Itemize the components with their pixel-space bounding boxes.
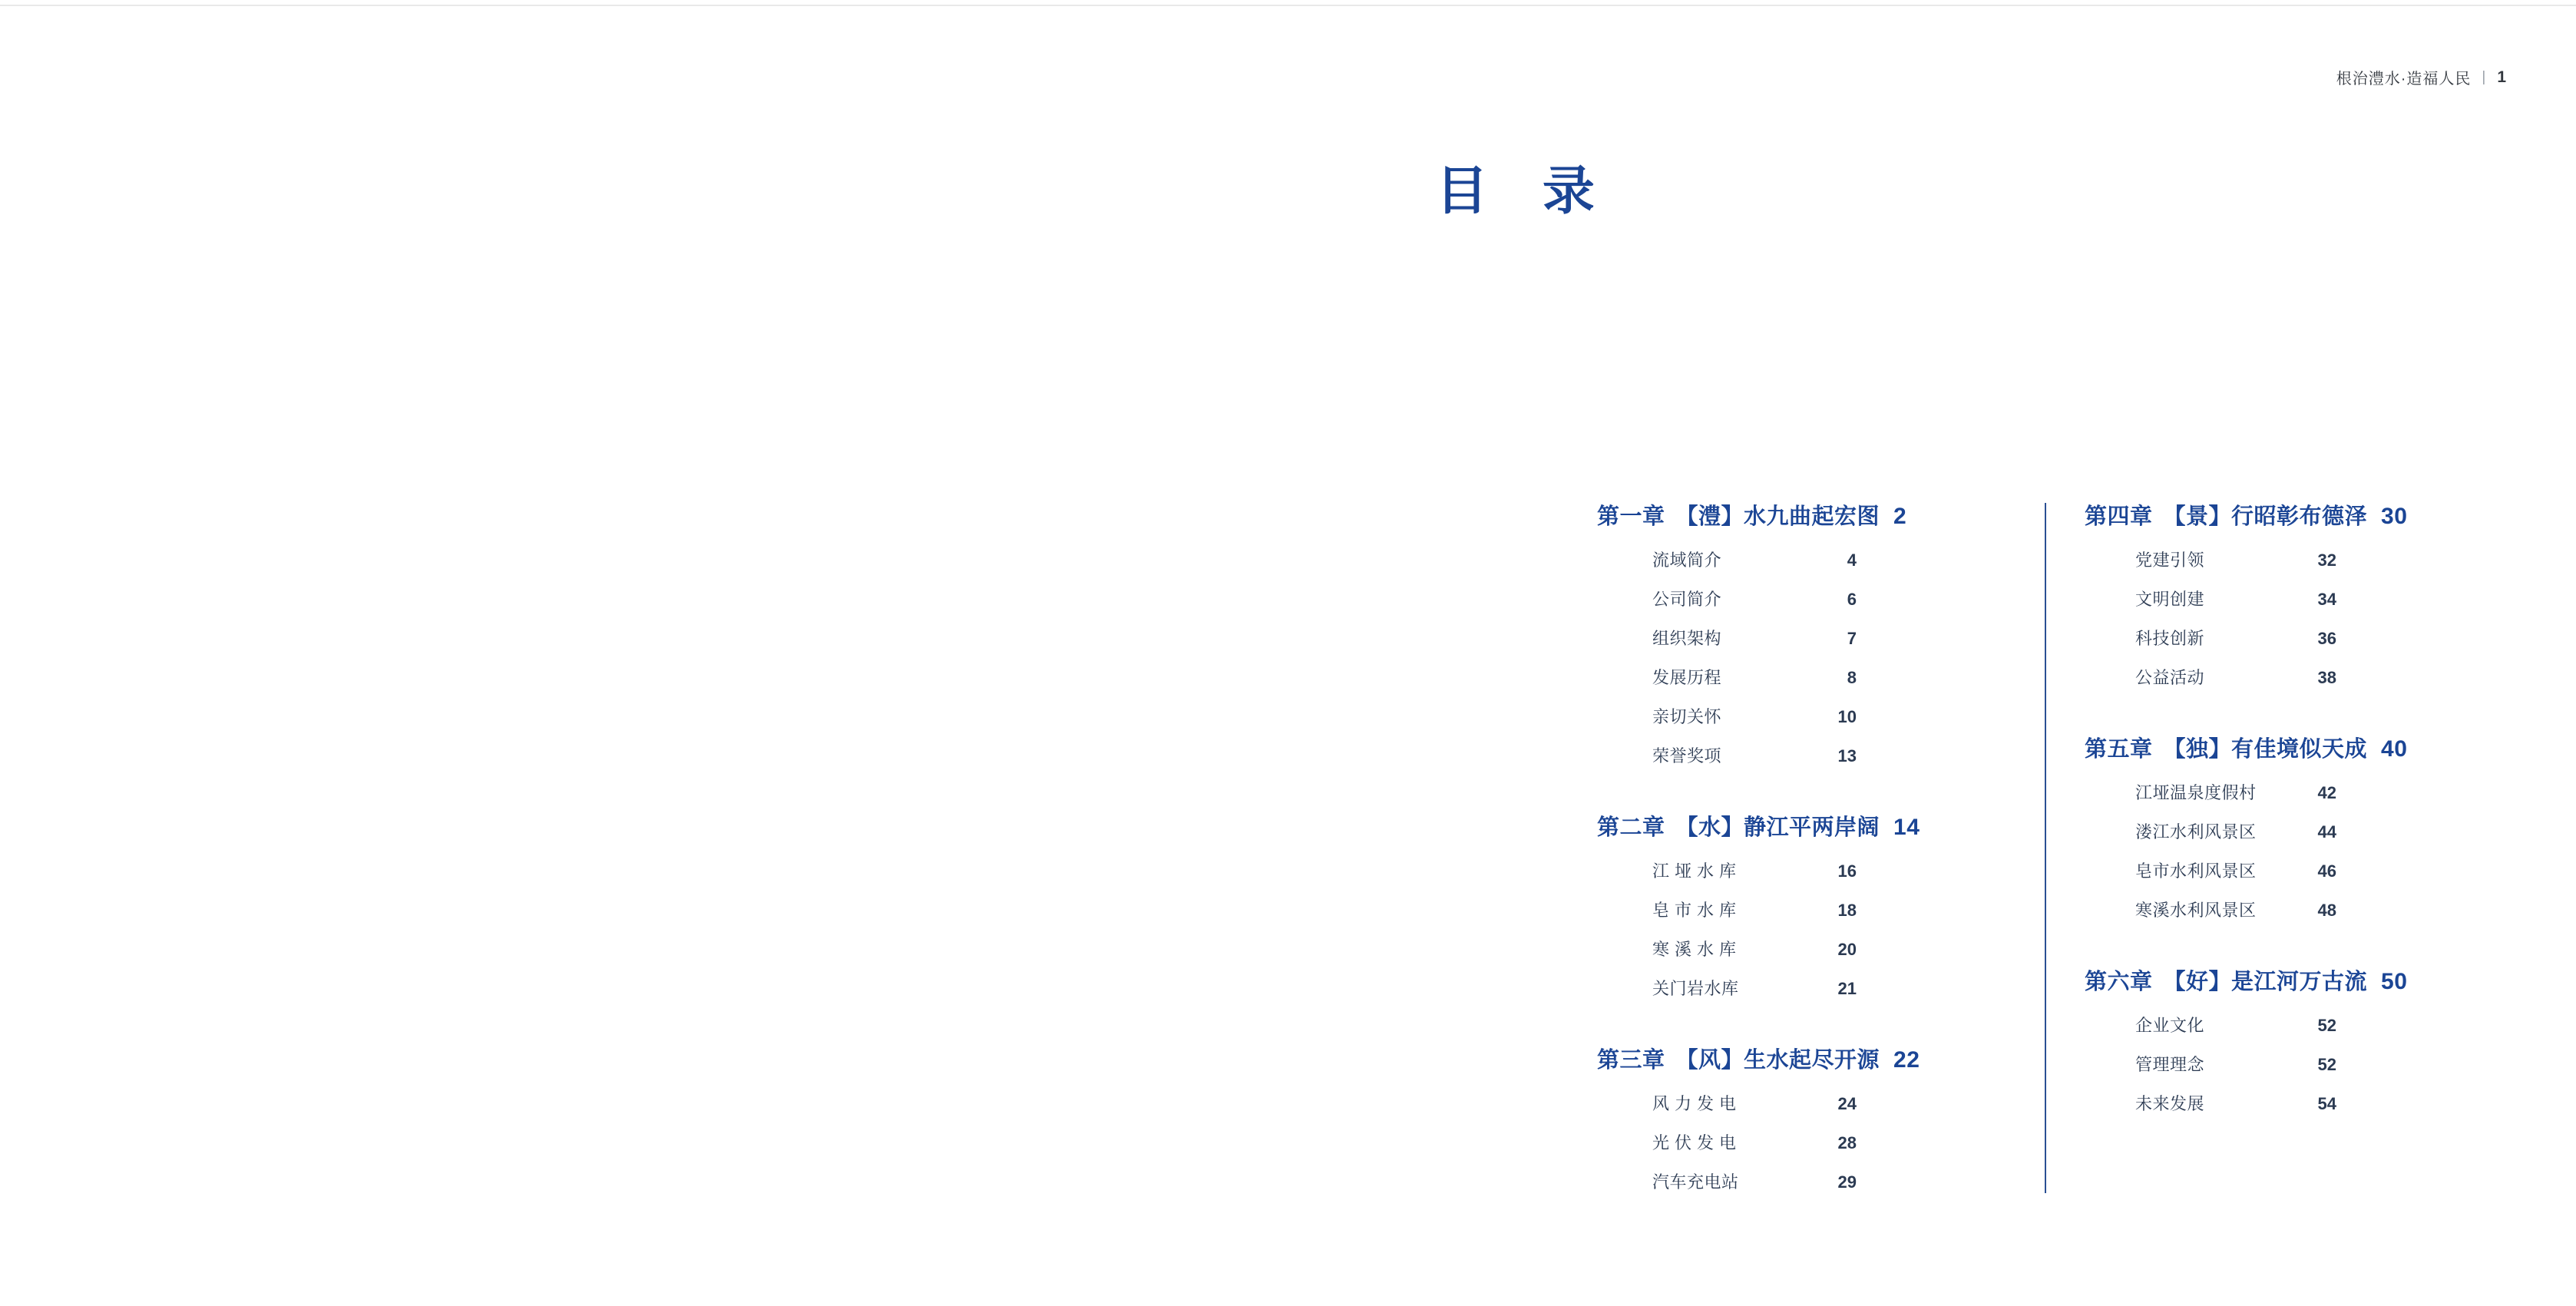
page-top-rule bbox=[0, 5, 2576, 6]
chapter-block[interactable] bbox=[1597, 499, 2008, 767]
toc-entry-page: 54 bbox=[2317, 1094, 2336, 1113]
toc-entry-name: 江垭温泉度假村 bbox=[2135, 783, 2257, 802]
toc-entry[interactable] bbox=[2085, 587, 2495, 610]
toc-entry[interactable] bbox=[1597, 665, 2008, 689]
column-divider bbox=[2045, 503, 2046, 1193]
toc-entry-name: 寒溪水库 bbox=[1652, 940, 1742, 959]
chapter-entries bbox=[1597, 547, 2008, 767]
toc-entry[interactable] bbox=[2085, 1013, 2495, 1037]
toc-entry-name: 科技创新 bbox=[2135, 629, 2205, 648]
table-of-contents bbox=[1597, 499, 2495, 1193]
toc-entry-page: 21 bbox=[1837, 979, 1857, 998]
toc-entry[interactable] bbox=[2085, 819, 2495, 843]
toc-entry-page: 28 bbox=[1837, 1133, 1857, 1152]
toc-entry[interactable] bbox=[1597, 626, 2008, 650]
toc-entry-page: 18 bbox=[1837, 901, 1857, 920]
toc-entry-page: 20 bbox=[1837, 940, 1857, 959]
toc-entry-page: 24 bbox=[1837, 1094, 1857, 1113]
toc-entry[interactable] bbox=[2085, 1091, 2495, 1115]
toc-entry[interactable] bbox=[1597, 704, 2008, 728]
chapter-label: 第三章 bbox=[1597, 1048, 1665, 1073]
toc-entry-page: 38 bbox=[2317, 668, 2336, 687]
toc-entry-name: 文明创建 bbox=[2135, 590, 2205, 609]
chapter-label: 第二章 bbox=[1597, 815, 1665, 840]
toc-entry-page: 32 bbox=[2317, 551, 2336, 570]
toc-entry[interactable] bbox=[2085, 626, 2495, 650]
toc-entry-name: 关门岩水库 bbox=[1652, 979, 1739, 998]
chapter-heading[interactable] bbox=[2085, 964, 2495, 996]
toc-entry-name: 寒溪水利风景区 bbox=[2135, 901, 2257, 920]
chapter-heading[interactable] bbox=[1597, 810, 2008, 841]
toc-entry[interactable] bbox=[1597, 858, 2008, 882]
toc-entry-page: 52 bbox=[2317, 1055, 2336, 1074]
toc-entry[interactable] bbox=[2085, 1052, 2495, 1076]
toc-entry-name: 风力发电 bbox=[1652, 1094, 1742, 1113]
toc-entry-page: 46 bbox=[2317, 861, 2336, 881]
toc-entry-name: 未来发展 bbox=[2135, 1094, 2205, 1113]
toc-entry-page: 16 bbox=[1837, 861, 1857, 881]
toc-entry[interactable] bbox=[1597, 976, 2008, 1000]
running-header-separator: | bbox=[2482, 68, 2487, 85]
toc-entry-name: 流域简介 bbox=[1652, 551, 1722, 570]
chapter-heading[interactable] bbox=[2085, 499, 2495, 531]
toc-entry-page: 4 bbox=[1847, 551, 1857, 570]
chapter-name: 【风】生水起尽开源 bbox=[1675, 1048, 1880, 1073]
chapter-block[interactable] bbox=[2085, 732, 2495, 921]
toc-entry-name: 亲切关怀 bbox=[1652, 707, 1722, 726]
chapter-page: 50 bbox=[2381, 969, 2408, 994]
toc-entry-name: 汽车充电站 bbox=[1652, 1172, 1739, 1192]
toc-entry-page: 13 bbox=[1837, 746, 1857, 765]
toc-entry-name: 荣誉奖项 bbox=[1652, 746, 1722, 765]
toc-entry-name: 皂市水利风景区 bbox=[2135, 861, 2257, 881]
chapter-block[interactable] bbox=[2085, 964, 2495, 1115]
toc-entry-page: 6 bbox=[1847, 590, 1857, 609]
chapter-label: 第一章 bbox=[1597, 504, 1665, 529]
toc-entry[interactable] bbox=[1597, 1091, 2008, 1115]
toc-column-left bbox=[1597, 499, 2008, 1193]
chapter-page: 30 bbox=[2381, 504, 2408, 529]
toc-entry-name: 公益活动 bbox=[2135, 668, 2205, 687]
toc-entry-name: 党建引领 bbox=[2135, 551, 2205, 570]
chapter-block[interactable] bbox=[1597, 810, 2008, 1000]
toc-entry-page: 7 bbox=[1847, 629, 1857, 648]
toc-entry-page: 36 bbox=[2317, 629, 2336, 648]
toc-entry[interactable] bbox=[1597, 898, 2008, 921]
toc-entry-page: 42 bbox=[2317, 783, 2336, 802]
toc-entry-name: 企业文化 bbox=[2135, 1016, 2205, 1035]
toc-entry-name: 公司简介 bbox=[1652, 590, 1722, 609]
running-header bbox=[2336, 66, 2507, 88]
chapter-name: 【景】行昭彰布德泽 bbox=[2163, 504, 2368, 529]
toc-entry[interactable] bbox=[2085, 665, 2495, 689]
toc-entry[interactable] bbox=[1597, 743, 2008, 767]
chapter-name: 【好】是江河万古流 bbox=[2163, 970, 2368, 994]
chapter-name: 【独】有佳境似天成 bbox=[2163, 737, 2368, 762]
chapter-label: 第五章 bbox=[2085, 737, 2153, 762]
toc-entry-page: 10 bbox=[1837, 707, 1857, 726]
chapter-page: 14 bbox=[1893, 815, 1920, 840]
toc-entry[interactable] bbox=[2085, 780, 2495, 804]
chapter-label: 第六章 bbox=[2085, 970, 2153, 994]
toc-entry-page: 34 bbox=[2317, 590, 2336, 609]
toc-entry[interactable] bbox=[1597, 1130, 2008, 1154]
chapter-page: 40 bbox=[2381, 736, 2408, 762]
chapter-heading[interactable] bbox=[2085, 732, 2495, 763]
page-title: 目 录 bbox=[1436, 162, 1615, 220]
toc-column-right bbox=[2085, 499, 2495, 1193]
chapter-entries bbox=[2085, 780, 2495, 921]
toc-entry-name: 管理理念 bbox=[2135, 1055, 2205, 1074]
toc-entry-page: 8 bbox=[1847, 668, 1857, 687]
toc-entry[interactable] bbox=[1597, 547, 2008, 571]
chapter-entries bbox=[2085, 1013, 2495, 1115]
chapter-name: 【水】静江平两岸阔 bbox=[1675, 815, 1880, 840]
toc-entry[interactable] bbox=[1597, 1169, 2008, 1193]
toc-entry-name: 发展历程 bbox=[1652, 668, 1722, 687]
chapter-entries bbox=[2085, 547, 2495, 689]
toc-entry[interactable] bbox=[2085, 547, 2495, 571]
running-header-title: 根治澧水·造福人民 bbox=[2336, 71, 2472, 88]
toc-entry-name: 光伏发电 bbox=[1652, 1133, 1742, 1152]
toc-entry-name: 溇江水利风景区 bbox=[2135, 822, 2257, 841]
toc-entry-page: 48 bbox=[2317, 901, 2336, 920]
toc-entry[interactable] bbox=[1597, 587, 2008, 610]
toc-entry[interactable] bbox=[2085, 858, 2495, 882]
chapter-label: 第四章 bbox=[2085, 504, 2153, 529]
toc-entry-name: 江垭水库 bbox=[1652, 861, 1742, 881]
chapter-entries bbox=[1597, 858, 2008, 1000]
toc-entry-name: 组织架构 bbox=[1652, 629, 1722, 648]
chapter-name: 【澧】水九曲起宏图 bbox=[1675, 504, 1880, 529]
toc-entry-page: 29 bbox=[1837, 1172, 1857, 1192]
chapter-page: 2 bbox=[1893, 504, 1907, 529]
toc-entry-name: 皂市水库 bbox=[1652, 901, 1742, 920]
toc-entry-page: 44 bbox=[2317, 822, 2336, 841]
chapter-block[interactable] bbox=[1597, 1043, 2008, 1193]
toc-entry[interactable] bbox=[1597, 937, 2008, 960]
chapter-block[interactable] bbox=[2085, 499, 2495, 689]
page-number: 1 bbox=[2497, 68, 2507, 86]
toc-entry-page: 52 bbox=[2317, 1016, 2336, 1035]
toc-entry[interactable] bbox=[2085, 898, 2495, 921]
chapter-page: 22 bbox=[1893, 1047, 1920, 1073]
chapter-heading[interactable] bbox=[1597, 1043, 2008, 1074]
chapter-heading[interactable] bbox=[1597, 499, 2008, 531]
chapter-entries bbox=[1597, 1091, 2008, 1193]
